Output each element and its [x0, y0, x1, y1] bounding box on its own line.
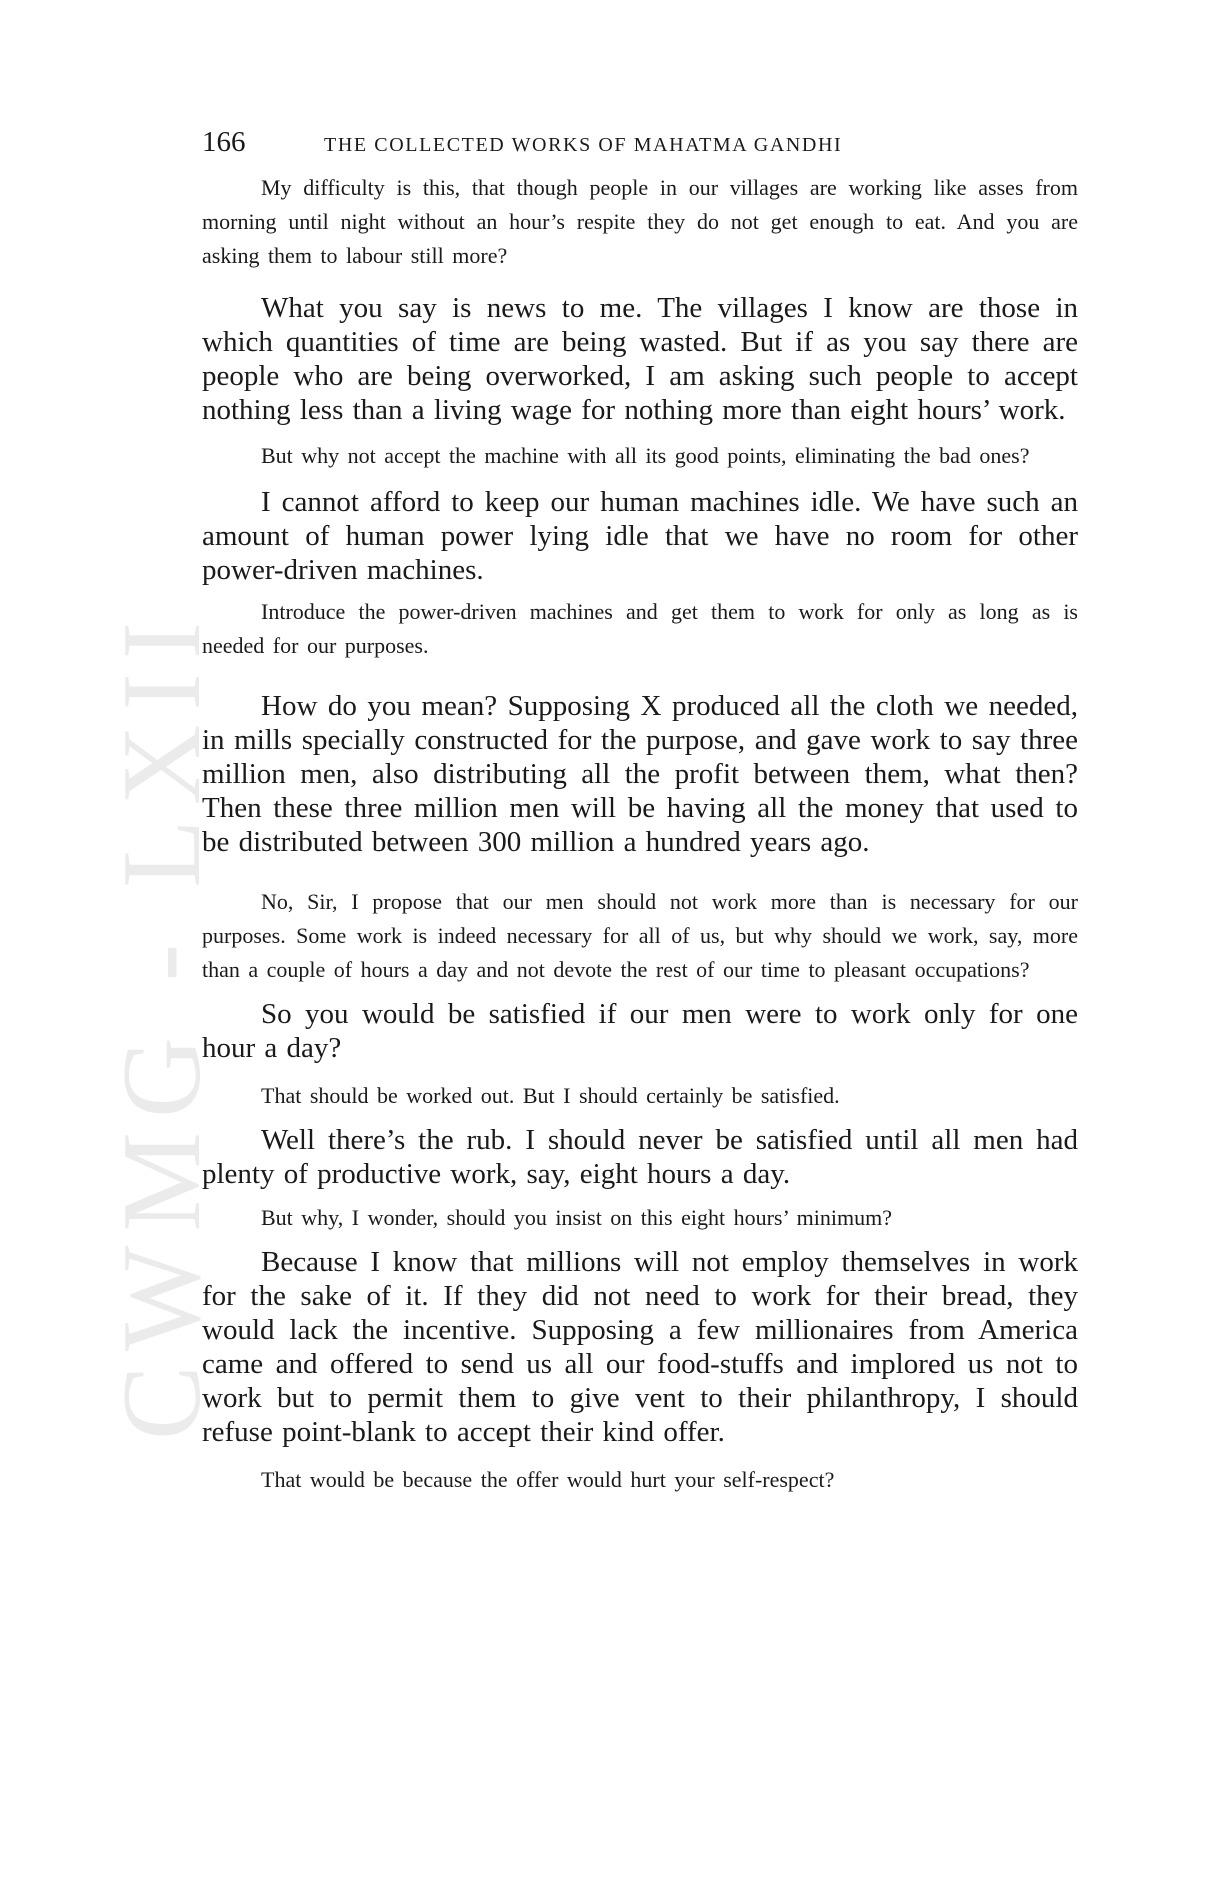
question-paragraph: No, Sir, I propose that our men should not work more than is necessary for our purposes. Some work is indeed necessary for all of us, but why should we work, say, more than a couple of hours a day and not devote the rest of our time to pleasant occupations?: [202, 889, 1078, 982]
page-header: [202, 126, 1078, 159]
page-number: 166: [202, 126, 246, 158]
question-paragraph: That should be worked out. But I should certainly be satisfied.: [261, 1083, 840, 1108]
answer-paragraph: What you say is news to me. The villages I know are those in which quantities of time are being wasted. But if as you say there are people who are being overworked, I am asking such people to accept nothing less than a living wage for nothing more than eight hours’ work.: [202, 292, 1078, 426]
answer-paragraph: How do you mean? Supposing X produced all the cloth we needed, in mills specially constructed for the purpose, and gave work to say three million men, also distributing all the profit between them, what then? Then these three million men will be having all the money that used to be distributed between 300 million a hundred years ago.: [202, 690, 1078, 858]
running-title: THE COLLECTED WORKS OF MAHATMA GANDHI: [324, 134, 843, 156]
question-paragraph: But why not accept the machine with all its good points, eliminating the bad ones?: [261, 443, 1030, 468]
page-content: [202, 126, 1078, 1497]
question-paragraph: Introduce the power-driven machines and get them to work for only as long as is needed for our purposes.: [202, 599, 1078, 658]
watermark: CWMG - LXII: [100, 607, 224, 1440]
answer-paragraph: So you would be satisfied if our men were to work only for one hour a day?: [202, 998, 1078, 1064]
answer-paragraph: Well there’s the rub. I should never be satisfied until all men had plenty of productive work, say, eight hours a day.: [202, 1124, 1078, 1190]
question-paragraph: That would be because the offer would hurt your self-respect?: [261, 1467, 835, 1492]
question-paragraph: But why, I wonder, should you insist on this eight hours’ minimum?: [261, 1205, 892, 1230]
answer-paragraph: Because I know that millions will not employ themselves in work for the sake of it. If they did not need to work for their bread, they would lack the incentive. Supposing a few millionaires from America came and offered to send us all our food-stuffs and implored us not to work but to permit them to give vent to their philanthropy, I should refuse point-blank to accept their kind offer.: [202, 1246, 1078, 1448]
answer-paragraph: I cannot afford to keep our human machines idle. We have such an amount of human power lying idle that we have no room for other power-driven machines.: [202, 486, 1078, 586]
question-paragraph: My difficulty is this, that though people in our villages are working like asses from morning until night without an hour’s respite they do not get enough to eat. And you are asking them to labour still more?: [202, 175, 1078, 268]
